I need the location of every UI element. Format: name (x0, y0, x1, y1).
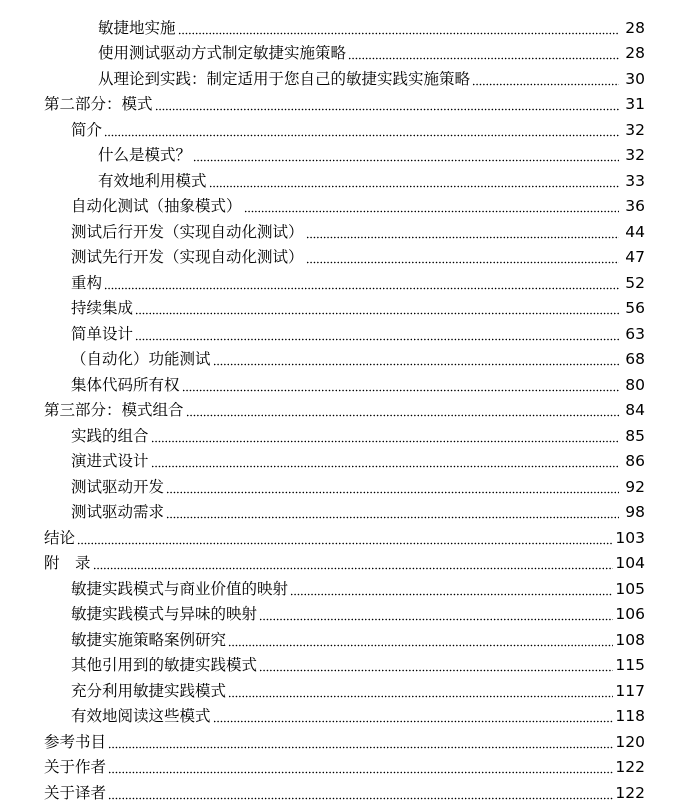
toc-page-number: 103 (615, 528, 645, 547)
toc-dot-leader (108, 796, 613, 800)
toc-dot-leader (228, 694, 613, 698)
toc-entry[interactable] (0, 420, 675, 446)
toc-entry[interactable] (0, 599, 675, 625)
toc-dot-leader (77, 541, 613, 545)
toc-page-number: 106 (615, 605, 645, 623)
toc-entry-title: 测试先行开发（实现自动化测试） (71, 248, 304, 266)
toc-entry-title: 测试后行开发（实现自动化测试） (71, 222, 304, 241)
table-of-contents (0, 12, 675, 803)
toc-page-number: 122 (615, 783, 645, 802)
toc-dot-leader (155, 107, 619, 111)
toc-dot-leader (472, 82, 619, 86)
toc-entry[interactable] (0, 318, 675, 344)
toc-dot-leader (306, 235, 619, 239)
toc-page-number: 115 (615, 656, 645, 674)
toc-dot-leader (151, 464, 619, 468)
toc-dot-leader (182, 388, 619, 392)
toc-entry-title: 测试驱动开发 (71, 477, 165, 496)
toc-entry-title: 关于译者 (44, 783, 107, 802)
toc-entry-title: 演进式设计 (71, 452, 149, 470)
toc-page-number: 28 (625, 18, 645, 37)
toc-entry[interactable] (0, 777, 675, 803)
toc-dot-leader (348, 56, 619, 60)
toc-dot-leader (166, 515, 619, 519)
toc-entry[interactable] (0, 344, 675, 370)
toc-dot-leader (306, 260, 619, 264)
toc-page-number: 63 (625, 324, 645, 343)
toc-entry-title: 敏捷实践模式与异味的映射 (71, 605, 258, 623)
toc-page-number: 47 (625, 248, 645, 266)
toc-entry[interactable] (0, 675, 675, 701)
toc-entry[interactable] (0, 89, 675, 115)
toc-entry-title: 结论 (44, 528, 76, 547)
toc-entry-title: 实践的组合 (71, 426, 149, 445)
toc-entry-title: 附 录 (44, 554, 91, 572)
toc-page-number: 30 (625, 69, 645, 88)
toc-page-number: 108 (615, 630, 645, 649)
toc-page-number: 92 (625, 477, 645, 496)
toc-dot-leader (259, 617, 613, 621)
toc-dot-leader (178, 31, 619, 35)
toc-dot-leader (186, 413, 619, 417)
toc-entry[interactable] (0, 293, 675, 319)
toc-entry-title: 参考书目 (44, 732, 107, 751)
toc-entry-title: 持续集成 (71, 299, 134, 317)
toc-dot-leader (290, 592, 613, 596)
toc-dot-leader (166, 490, 619, 494)
toc-dot-leader (193, 158, 619, 162)
toc-entry[interactable] (0, 369, 675, 395)
toc-page-number: 122 (615, 758, 645, 776)
toc-entry[interactable] (0, 701, 675, 727)
toc-entry[interactable] (0, 752, 675, 778)
toc-entry[interactable] (0, 242, 675, 268)
toc-entry-title: 敏捷地实施 (98, 18, 176, 37)
toc-entry[interactable] (0, 471, 675, 497)
toc-dot-leader (104, 286, 619, 290)
toc-page-number: 36 (625, 197, 645, 215)
toc-entry[interactable] (0, 216, 675, 242)
toc-page-number: 85 (625, 426, 645, 445)
toc-entry-title: 从理论到实践：制定适用于您自己的敏捷实践实施策略 (98, 69, 471, 88)
toc-entry-title: 敏捷实践模式与商业价值的映射 (71, 579, 289, 598)
toc-dot-leader (209, 184, 619, 188)
toc-page-number: 28 (625, 44, 645, 62)
toc-dot-leader (151, 439, 619, 443)
toc-page-number: 33 (625, 171, 645, 190)
toc-entry-title: 使用测试驱动方式制定敏捷实施策略 (98, 44, 347, 62)
toc-entry-title: 第二部分：模式 (44, 95, 153, 113)
toc-entry[interactable] (0, 395, 675, 421)
toc-page-number: 105 (615, 579, 645, 598)
toc-entry[interactable] (0, 446, 675, 472)
toc-dot-leader (93, 566, 614, 570)
toc-entry[interactable] (0, 522, 675, 548)
toc-page-number: 98 (625, 503, 645, 521)
toc-entry[interactable] (0, 548, 675, 574)
toc-dot-leader (213, 719, 614, 723)
toc-entry-title: 有效地阅读这些模式 (71, 707, 211, 725)
toc-page-number: 104 (615, 554, 645, 572)
toc-page-number: 32 (625, 120, 645, 139)
toc-page-number: 80 (625, 375, 645, 394)
toc-entry[interactable] (0, 624, 675, 650)
toc-dot-leader (135, 311, 619, 315)
toc-entry-title: 简单设计 (71, 324, 134, 343)
toc-entry-title: 敏捷实施策略案例研究 (71, 630, 227, 649)
toc-dot-leader (104, 133, 619, 137)
toc-entry-title: 集体代码所有权 (71, 375, 180, 394)
toc-dot-leader (135, 337, 619, 341)
toc-page-number: 86 (625, 452, 645, 470)
toc-dot-leader (108, 745, 613, 749)
toc-page-number: 56 (625, 299, 645, 317)
toc-entry[interactable] (0, 650, 675, 676)
toc-dot-leader (213, 362, 619, 366)
toc-entry[interactable] (0, 573, 675, 599)
toc-entry[interactable] (0, 140, 675, 166)
toc-entry-title: 简介 (71, 120, 103, 139)
toc-page-number: 84 (625, 401, 645, 419)
toc-page-number: 117 (615, 681, 645, 700)
toc-dot-leader (108, 770, 613, 774)
toc-entry[interactable] (0, 165, 675, 191)
toc-entry[interactable] (0, 114, 675, 140)
toc-dot-leader (228, 643, 613, 647)
toc-entry-title: 重构 (71, 273, 103, 292)
toc-entry-title: 有效地利用模式 (98, 171, 207, 190)
toc-dot-leader (244, 209, 619, 213)
toc-entry-title: 什么是模式？ (98, 146, 192, 164)
toc-entry-title: 关于作者 (44, 758, 107, 776)
toc-entry-title: 其他引用到的敏捷实践模式 (71, 656, 258, 674)
toc-page-number: 120 (615, 732, 645, 751)
toc-entry[interactable] (0, 38, 675, 64)
toc-entry[interactable] (0, 726, 675, 752)
toc-entry-title: 自动化测试（抽象模式） (71, 197, 242, 215)
toc-page-number: 32 (625, 146, 645, 164)
toc-entry[interactable] (0, 12, 675, 38)
toc-dot-leader (259, 668, 613, 672)
toc-entry-title: 第三部分：模式组合 (44, 401, 184, 419)
toc-entry-title: 充分利用敏捷实践模式 (71, 681, 227, 700)
toc-entry[interactable] (0, 497, 675, 523)
toc-entry[interactable] (0, 63, 675, 89)
toc-entry-title: 测试驱动需求 (71, 503, 165, 521)
toc-entry-title: （自动化）功能测试 (71, 350, 211, 368)
toc-entry[interactable] (0, 191, 675, 217)
toc-page-number: 118 (615, 707, 645, 725)
toc-entry[interactable] (0, 267, 675, 293)
toc-page-number: 52 (625, 273, 645, 292)
toc-page-number: 68 (625, 350, 645, 368)
toc-page-number: 31 (625, 95, 645, 113)
toc-page-number: 44 (625, 222, 645, 241)
